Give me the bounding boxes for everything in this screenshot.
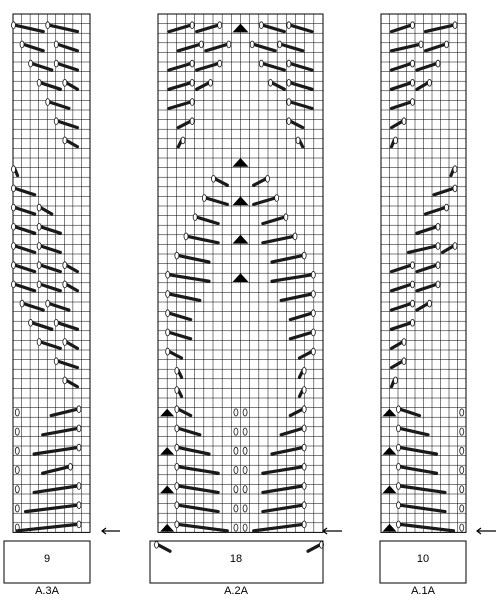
- yarn-over-oval-icon: [234, 428, 238, 435]
- yarn-over-oval-icon: [77, 483, 81, 490]
- row-arrow-3: [477, 528, 496, 534]
- yarn-over-oval-icon: [460, 409, 464, 416]
- yarn-over-oval-icon: [296, 137, 300, 144]
- yarn-over-oval-icon: [397, 483, 401, 490]
- yarn-over-oval-icon: [190, 22, 194, 29]
- yarn-over-oval-icon: [243, 524, 247, 531]
- diagonal-cable-icon: [158, 545, 170, 551]
- yarn-over-oval-icon: [12, 166, 16, 173]
- yarn-over-oval-icon: [12, 185, 16, 192]
- yarn-over-oval-icon: [436, 223, 440, 230]
- yarn-over-oval-icon: [287, 99, 291, 106]
- yarn-over-oval-icon: [63, 281, 67, 288]
- yarn-over-oval-icon: [428, 300, 432, 307]
- yarn-over-oval-icon: [394, 377, 398, 384]
- yarn-over-oval-icon: [243, 466, 247, 473]
- yarn-over-oval-icon: [287, 60, 291, 67]
- yarn-over-oval-icon: [37, 262, 41, 269]
- yarn-over-oval-icon: [436, 243, 440, 250]
- yarn-over-oval-icon: [287, 22, 291, 29]
- yarn-over-oval-icon: [243, 428, 247, 435]
- yarn-over-oval-icon: [68, 463, 72, 470]
- yarn-over-oval-icon: [259, 22, 263, 29]
- yarn-over-oval-icon: [218, 60, 222, 67]
- yarn-over-oval-icon: [302, 425, 306, 432]
- yarn-over-oval-icon: [411, 22, 415, 29]
- yarn-over-oval-icon: [12, 262, 16, 269]
- yarn-over-oval-icon: [181, 137, 185, 144]
- yarn-over-oval-icon: [77, 406, 81, 413]
- yarn-over-oval-icon: [199, 41, 203, 48]
- chart-a2a: [150, 14, 324, 597]
- yarn-over-oval-icon: [227, 41, 231, 48]
- yarn-over-oval-icon: [166, 329, 170, 336]
- yarn-over-oval-icon: [460, 466, 464, 473]
- yarn-over-oval-icon: [411, 262, 415, 269]
- yarn-over-oval-icon: [453, 185, 457, 192]
- yarn-over-oval-icon: [311, 271, 315, 278]
- yarn-over-oval-icon: [15, 447, 19, 454]
- yarn-over-oval-icon: [12, 22, 16, 29]
- chart-a3a-stitch-count: 9: [43, 553, 51, 565]
- yarn-over-oval-icon: [460, 524, 464, 531]
- yarn-over-oval-icon: [166, 291, 170, 298]
- row-arrow-1: [102, 528, 120, 534]
- yarn-over-oval-icon: [311, 348, 315, 355]
- yarn-over-oval-icon: [397, 425, 401, 432]
- yarn-over-oval-icon: [243, 409, 247, 416]
- yarn-over-oval-icon: [202, 195, 206, 202]
- chart-a2a-stitch-count: 18: [229, 553, 243, 565]
- yarn-over-oval-icon: [166, 310, 170, 317]
- yarn-over-oval-icon: [411, 60, 415, 67]
- yarn-over-oval-icon: [184, 233, 188, 240]
- yarn-over-oval-icon: [63, 339, 67, 346]
- yarn-over-oval-icon: [175, 252, 179, 259]
- yarn-over-oval-icon: [311, 329, 315, 336]
- yarn-over-oval-icon: [460, 505, 464, 512]
- yarn-over-oval-icon: [397, 444, 401, 451]
- yarn-over-oval-icon: [29, 319, 33, 326]
- yarn-over-oval-icon: [402, 339, 406, 346]
- yarn-over-oval-icon: [190, 79, 194, 86]
- yarn-over-oval-icon: [453, 166, 457, 173]
- yarn-over-oval-icon: [293, 233, 297, 240]
- diagonal-cable-icon: [308, 545, 320, 551]
- yarn-over-oval-icon: [20, 41, 24, 48]
- yarn-over-oval-icon: [12, 204, 16, 211]
- yarn-over-oval-icon: [460, 486, 464, 493]
- yarn-over-oval-icon: [54, 118, 58, 125]
- yarn-over-oval-icon: [37, 243, 41, 250]
- yarn-over-oval-icon: [311, 310, 315, 317]
- yarn-over-oval-icon: [175, 483, 179, 490]
- yarn-over-oval-icon: [453, 22, 457, 29]
- yarn-over-oval-icon: [402, 358, 406, 365]
- yarn-over-oval-icon: [37, 339, 41, 346]
- chart-a3a-name: A.3A: [35, 585, 59, 597]
- yarn-over-oval-icon: [15, 505, 19, 512]
- yarn-over-oval-icon: [287, 79, 291, 86]
- yarn-over-oval-icon: [77, 444, 81, 451]
- yarn-over-oval-icon: [46, 300, 50, 307]
- yarn-over-oval-icon: [54, 60, 58, 67]
- yarn-over-oval-icon: [63, 377, 67, 384]
- yarn-over-oval-icon: [302, 502, 306, 509]
- yarn-over-oval-icon: [436, 262, 440, 269]
- yarn-over-oval-icon: [445, 41, 449, 48]
- yarn-over-oval-icon: [397, 406, 401, 413]
- yarn-over-oval-icon: [234, 505, 238, 512]
- yarn-over-oval-icon: [397, 502, 401, 509]
- yarn-over-oval-icon: [411, 281, 415, 288]
- chart-a1a-name: A.1A: [411, 585, 435, 597]
- row-arrow-2: [323, 528, 342, 534]
- yarn-over-oval-icon: [46, 22, 50, 29]
- yarn-over-oval-icon: [175, 387, 179, 394]
- yarn-over-oval-icon: [411, 319, 415, 326]
- yarn-over-oval-icon: [284, 214, 288, 221]
- yarn-over-oval-icon: [302, 252, 306, 259]
- yarn-over-oval-icon: [311, 291, 315, 298]
- yarn-over-oval-icon: [63, 262, 67, 269]
- yarn-over-oval-icon: [266, 175, 270, 182]
- yarn-over-oval-icon: [15, 409, 19, 416]
- yarn-over-oval-icon: [234, 524, 238, 531]
- yarn-over-oval-icon: [302, 444, 306, 451]
- yarn-over-oval-icon: [269, 79, 273, 86]
- yarn-over-oval-icon: [175, 425, 179, 432]
- yarn-over-oval-icon: [460, 447, 464, 454]
- yarn-over-oval-icon: [218, 22, 222, 29]
- yarn-over-oval-icon: [411, 99, 415, 106]
- yarn-over-oval-icon: [15, 428, 19, 435]
- yarn-over-oval-icon: [436, 60, 440, 67]
- yarn-over-oval-icon: [234, 409, 238, 416]
- yarn-over-oval-icon: [63, 79, 67, 86]
- yarn-over-oval-icon: [428, 79, 432, 86]
- yarn-over-oval-icon: [275, 195, 279, 202]
- yarn-over-oval-icon: [155, 541, 159, 548]
- yarn-over-oval-icon: [302, 367, 306, 374]
- yarn-over-oval-icon: [278, 41, 282, 48]
- yarn-over-oval-icon: [37, 281, 41, 288]
- yarn-over-oval-icon: [302, 406, 306, 413]
- yarn-over-oval-icon: [209, 79, 213, 86]
- chart-a2a-name: A.2A: [224, 585, 248, 597]
- yarn-over-oval-icon: [29, 60, 33, 67]
- yarn-over-oval-icon: [20, 300, 24, 307]
- yarn-over-oval-icon: [302, 387, 306, 394]
- yarn-over-oval-icon: [302, 463, 306, 470]
- yarn-over-oval-icon: [15, 466, 19, 473]
- yarn-over-oval-icon: [402, 118, 406, 125]
- yarn-over-oval-icon: [77, 521, 81, 528]
- yarn-over-oval-icon: [411, 300, 415, 307]
- yarn-over-oval-icon: [397, 521, 401, 528]
- yarn-over-oval-icon: [394, 137, 398, 144]
- chart-a3a: [4, 14, 90, 597]
- yarn-over-oval-icon: [54, 319, 58, 326]
- yarn-over-oval-icon: [259, 60, 263, 67]
- yarn-over-oval-icon: [460, 428, 464, 435]
- yarn-over-oval-icon: [234, 447, 238, 454]
- yarn-over-oval-icon: [54, 358, 58, 365]
- yarn-over-oval-icon: [166, 348, 170, 355]
- chart-a1a: [380, 14, 466, 597]
- yarn-over-oval-icon: [175, 502, 179, 509]
- yarn-over-oval-icon: [243, 505, 247, 512]
- yarn-over-oval-icon: [175, 444, 179, 451]
- yarn-over-oval-icon: [243, 486, 247, 493]
- yarn-over-oval-icon: [250, 41, 254, 48]
- yarn-over-oval-icon: [12, 281, 16, 288]
- yarn-over-oval-icon: [411, 79, 415, 86]
- yarn-over-oval-icon: [77, 425, 81, 432]
- yarn-over-oval-icon: [15, 486, 19, 493]
- yarn-over-oval-icon: [46, 99, 50, 106]
- yarn-over-oval-icon: [175, 367, 179, 374]
- yarn-over-oval-icon: [243, 447, 247, 454]
- yarn-over-oval-icon: [175, 463, 179, 470]
- yarn-over-oval-icon: [12, 223, 16, 230]
- yarn-over-oval-icon: [234, 486, 238, 493]
- yarn-over-oval-icon: [190, 118, 194, 125]
- yarn-over-oval-icon: [37, 223, 41, 230]
- yarn-over-oval-icon: [397, 463, 401, 470]
- yarn-over-oval-icon: [54, 41, 58, 48]
- yarn-over-oval-icon: [453, 243, 457, 250]
- yarn-over-oval-icon: [37, 79, 41, 86]
- yarn-over-oval-icon: [77, 502, 81, 509]
- yarn-over-oval-icon: [12, 243, 16, 250]
- yarn-over-oval-icon: [63, 137, 67, 144]
- yarn-over-oval-icon: [445, 204, 449, 211]
- yarn-over-oval-icon: [190, 60, 194, 67]
- yarn-over-oval-icon: [419, 41, 423, 48]
- yarn-over-oval-icon: [175, 521, 179, 528]
- yarn-over-oval-icon: [287, 118, 291, 125]
- chart-a3a-grid: [13, 14, 90, 532]
- yarn-over-oval-icon: [190, 99, 194, 106]
- yarn-over-oval-icon: [436, 281, 440, 288]
- chart-a1a-stitch-count: 10: [416, 553, 430, 565]
- yarn-over-oval-icon: [234, 466, 238, 473]
- yarn-over-oval-icon: [302, 483, 306, 490]
- yarn-over-oval-icon: [37, 204, 41, 211]
- yarn-over-oval-icon: [166, 271, 170, 278]
- yarn-over-oval-icon: [212, 175, 216, 182]
- yarn-over-oval-icon: [175, 406, 179, 413]
- yarn-over-oval-icon: [193, 214, 197, 221]
- yarn-over-oval-icon: [302, 521, 306, 528]
